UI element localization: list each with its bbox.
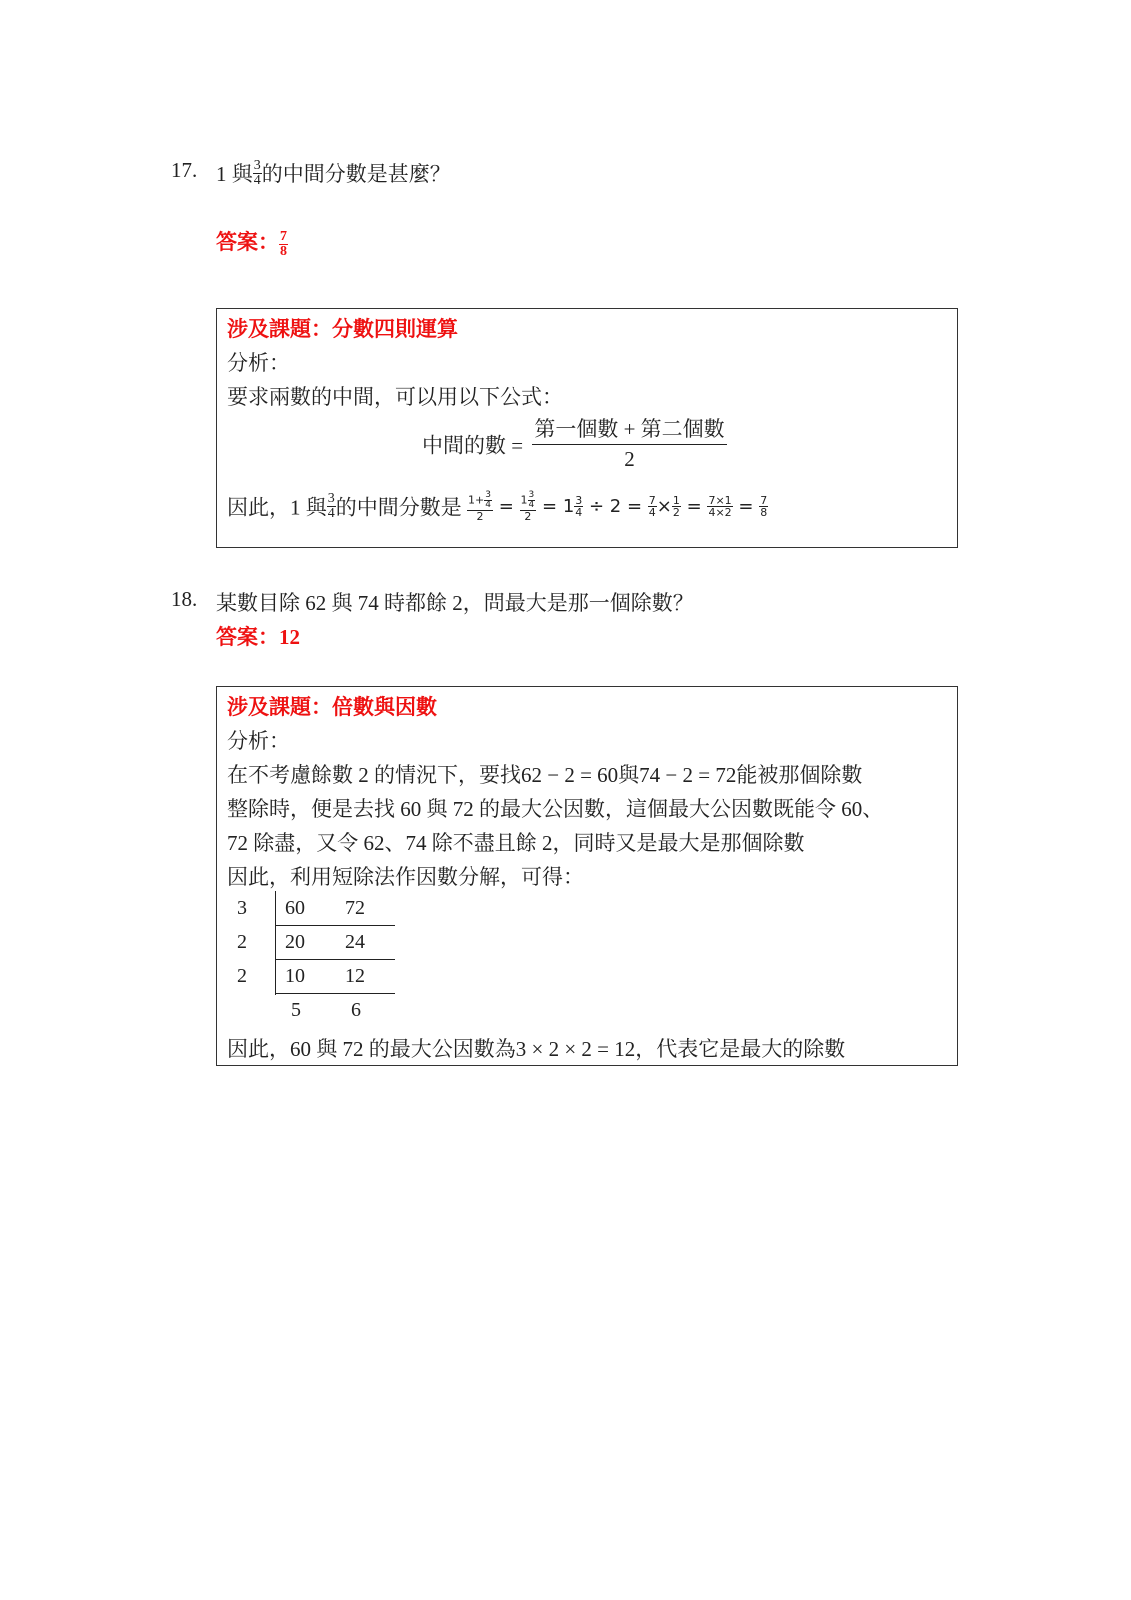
calc-frac-1-num [467,491,493,511]
calc-frac-1-den: 2 [476,510,484,523]
q17-formula-fraction [532,419,726,470]
division-divisor: 2 [237,965,247,987]
short-division [217,887,417,1027]
q17-text-pre: 1 與 [216,162,253,186]
division-dividend: 12 [345,965,365,987]
q18-answer-value: 12 [279,625,300,649]
q17-formula-den: 2 [624,447,635,471]
calc-eq-1: = [498,495,514,517]
q17-answer [216,226,288,259]
calc-frac-1-inner-den: 4 [485,500,491,510]
q18-answer-label: 答案： [216,625,279,649]
q18-analysis-line4: 因此，利用短除法作因數分解，可得： [227,865,584,889]
calc-frac-3-den: 4 [575,506,583,519]
calc-frac-2-inner-num: 3 [528,490,535,500]
q17-answer-num: 7 [280,228,287,244]
division-dividend: 10 [285,965,305,987]
calc-frac-2-den: 2 [524,510,532,523]
division-divisor: 2 [237,931,247,953]
q18-analysis-line1: 在不考慮餘數 2 的情況下，要找62 − 2 = 60與74 − 2 = 72能被那個除數 [227,763,863,787]
division-result: 6 [351,999,361,1021]
q18-topic: 涉及課題：倍數與因數 [227,695,437,719]
calc-frac-7 [759,495,768,518]
division-dividend: 72 [345,897,365,919]
calc-frac-6-den: 4×2 [708,506,732,519]
calc-frac-2-num-text: 1 [520,493,528,507]
q17-line3-frac-den: 4 [327,506,335,521]
q17-topic: 涉及課題：分數四則運算 [227,317,458,341]
division-hline-1 [275,925,395,926]
calc-frac-1-num-text: 1+ [468,493,485,507]
q18-analysis-box [216,686,958,1066]
q18-analysis-line3: 72 除盡，又令 62、74 除不盡且餘 2，同時又是最大是那個除數 [227,831,805,855]
q17-line3-pre: 因此，1 與 [227,495,327,520]
q18-number: 18. [171,587,198,611]
q17-answer-fraction [279,230,288,259]
q17-number: 17. [171,158,198,182]
calc-frac-5-den: 2 [672,506,680,519]
calc-times: × [656,495,672,517]
q17-calc [467,490,768,523]
calc-frac-6-num: 7×1 [708,494,732,507]
q17-fraction [253,159,262,188]
q17-analysis-line1: 要求兩數的中間，可以用以下公式： [227,385,563,409]
q17-analysis-line3 [227,491,768,522]
calc-frac-2-num [520,491,537,511]
q18-analysis-label: 分析： [227,729,290,753]
calc-frac-1-inner-num: 3 [485,490,491,500]
q18-conclusion: 因此，60 與 72 的最大公因數為3 × 2 × 2 = 12，代表它是最大的除數 [227,1037,846,1061]
division-result: 5 [291,999,301,1021]
calc-frac-3-num: 3 [575,494,583,507]
calc-mixed-whole: 1 [562,495,575,517]
calc-frac-3 [574,495,583,518]
calc-frac-5 [672,495,681,518]
division-divisor: 3 [237,897,247,919]
calc-eq-3: = [686,495,702,517]
division-dividend: 20 [285,931,305,953]
q17-text-post: 的中間分數是甚麼？ [261,162,451,186]
q17-formula-num: 第一個數 + 第二個數 [532,419,726,445]
calc-frac-5-num: 1 [672,494,680,507]
calc-frac-2 [520,491,537,522]
q17-answer-den: 8 [280,243,287,259]
q18-analysis-line2: 整除時，便是去找 60 與 72 的最大公因數，這個最大公因數既能令 60、 [227,797,884,821]
calc-frac-7-num: 7 [760,494,768,507]
q18-answer [216,621,300,651]
division-hline-3 [275,993,395,994]
q17-frac-num: 3 [253,157,261,173]
calc-frac-7-den: 8 [760,506,768,519]
calc-frac-2-inner [528,491,536,510]
q17-question [216,158,451,188]
calc-frac-6 [707,495,732,518]
q17-analysis-label: 分析： [227,351,290,375]
q17-frac-den: 4 [253,172,261,188]
calc-frac-2-inner-den: 4 [528,500,535,510]
calc-frac-1-inner [484,491,492,510]
calc-frac-4-num: 7 [648,494,656,507]
q17-answer-label: 答案： [216,230,279,254]
calc-frac-4-den: 4 [648,506,656,519]
calc-eq-2: = [541,495,558,517]
division-dividend: 60 [285,897,305,919]
q17-formula [422,419,727,470]
division-dividend: 24 [345,931,365,953]
q17-line3-fraction [327,492,336,521]
calc-frac-4 [648,495,657,518]
division-vertical-line [275,891,276,995]
calc-frac-1 [467,491,493,522]
q17-line3-frac-num: 3 [327,491,335,506]
division-hline-2 [275,959,395,960]
q18-question: 某數目除 62 與 74 時都餘 2，問最大是那一個除數？ [216,591,694,615]
q17-analysis-box [216,308,958,548]
q17-formula-lhs: 中間的數 = [422,433,524,458]
calc-div-two: ÷ 2 = [589,495,643,517]
calc-eq-4: = [738,495,754,517]
q17-line3-mid: 的中間分數是 [335,495,462,520]
